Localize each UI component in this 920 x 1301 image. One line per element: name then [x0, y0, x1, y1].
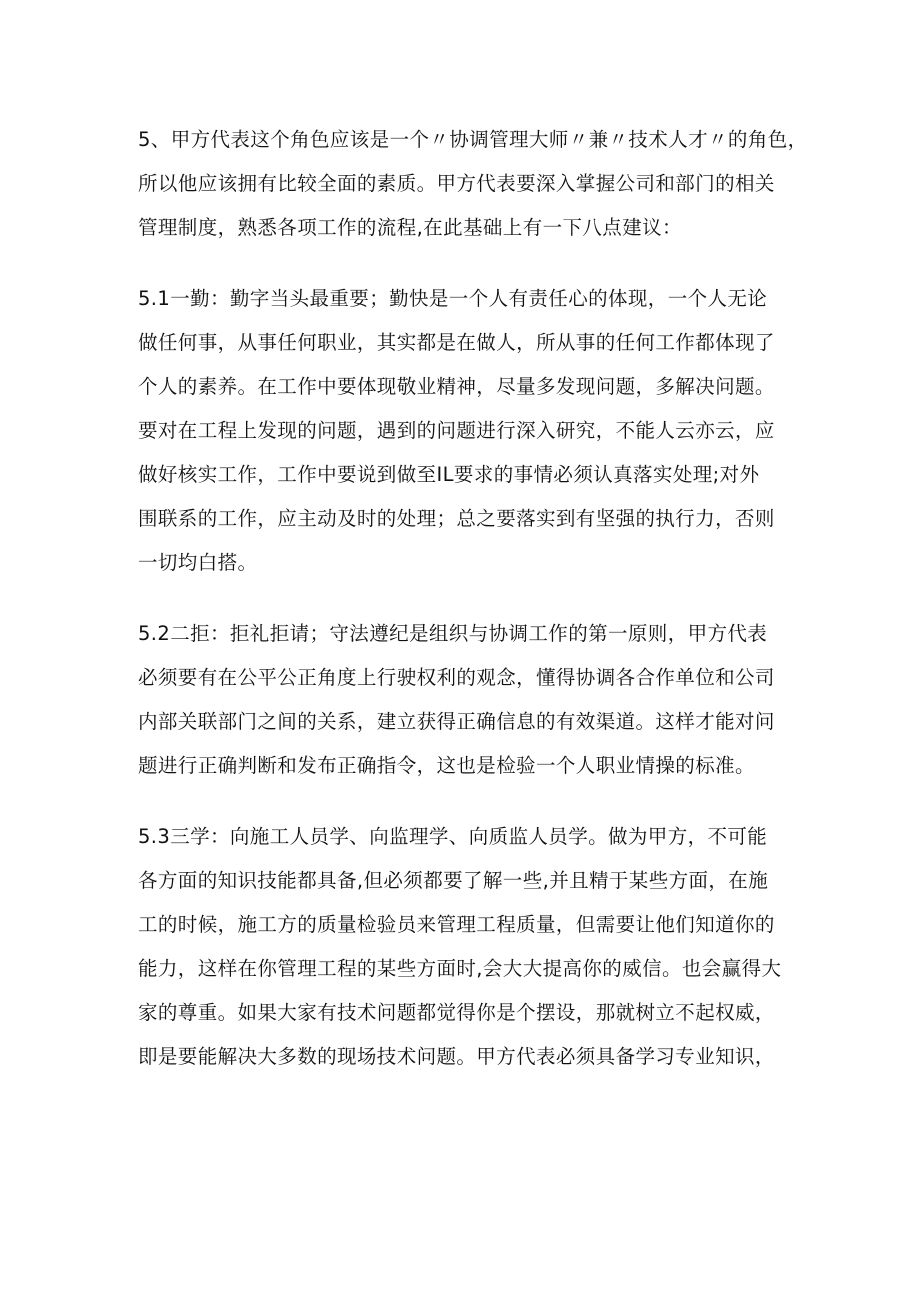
text-line: 5.3三学：向施工人员学、向监理学、向质监人员学。做为甲方，不可能: [138, 825, 768, 848]
text-line: 做好核实工作，工作中要说到做至IL要求的事情必须认真落实处理;对外: [138, 463, 760, 486]
text-line: 所以他应该拥有比较全面的素质。甲方代表要深入掌握公司和部门的相关: [138, 172, 775, 195]
text-line: 管理制度，熟悉各项工作的流程,在此基础上有一下八点建议：: [138, 216, 682, 239]
paragraph-5-2: [138, 612, 818, 788]
text-line: 做任何事，从事任何职业，其实都是在做人，所从事的任何工作都体现了: [138, 331, 775, 354]
text-line: 题进行正确判断和发布正确指令，这也是检验一个人职业情操的标准。: [138, 754, 755, 777]
text-line: 要对在工程上发现的问题，遇到的问题进行深入研究，不能人云亦云，应: [138, 419, 775, 442]
paragraph-5-3: [138, 815, 818, 1079]
text-line: 内部关联部门之间的关系，建立获得正确信息的有效渠道。这样才能对问: [138, 710, 775, 733]
paragraph-gap: [138, 250, 818, 277]
text-line: 个人的素养。在工作中要体现敬业精神，尽量多发现问题，多解决问题。: [138, 375, 775, 398]
paragraph-gap: [138, 585, 818, 612]
paragraph-5-1: [138, 277, 818, 585]
document-body: [138, 118, 818, 1079]
text-line: 必须要有在公平公正角度上行驶权利的观念，懂得协调各合作单位和公司: [138, 666, 775, 689]
text-line: 围联系的工作，应主动及时的处理；总之要落实到有坚强的执行力，否则: [138, 507, 775, 530]
text-line: 家的尊重。如果大家有技术问题都觉得你是个摆设，那就树立不起权威，: [138, 1001, 775, 1024]
paragraph-gap: [138, 788, 818, 815]
paragraph-intro: [138, 118, 818, 250]
text-line: 一切均白搭。: [138, 551, 258, 574]
text-line: 各方面的知识技能都具备,但必须都要了解一些,并且精于某些方面，在施: [138, 869, 769, 892]
text-line: 5.1一勤：勤字当头最重要；勤快是一个人有责任心的体现，一个人无论: [138, 287, 768, 310]
text-line: 能力，这样在你管理工程的某些方面时,会大大提高你的威信。也会赢得大: [138, 957, 782, 980]
text-line: 工的时候，施工方的质量检验员来管理工程质量，但需要让他们知道你的: [138, 913, 775, 936]
text-line: 5.2二拒：拒礼拒请；守法遵纪是组织与协调工作的第一原则，甲方代表: [138, 622, 768, 645]
text-line: 即是要能解决大多数的现场技术问题。甲方代表必须具备学习专业知识，: [138, 1045, 775, 1068]
text-line: 5、甲方代表这个角色应该是一个〃协调管理大师〃兼〃技术人才〃的角色，: [138, 128, 808, 151]
